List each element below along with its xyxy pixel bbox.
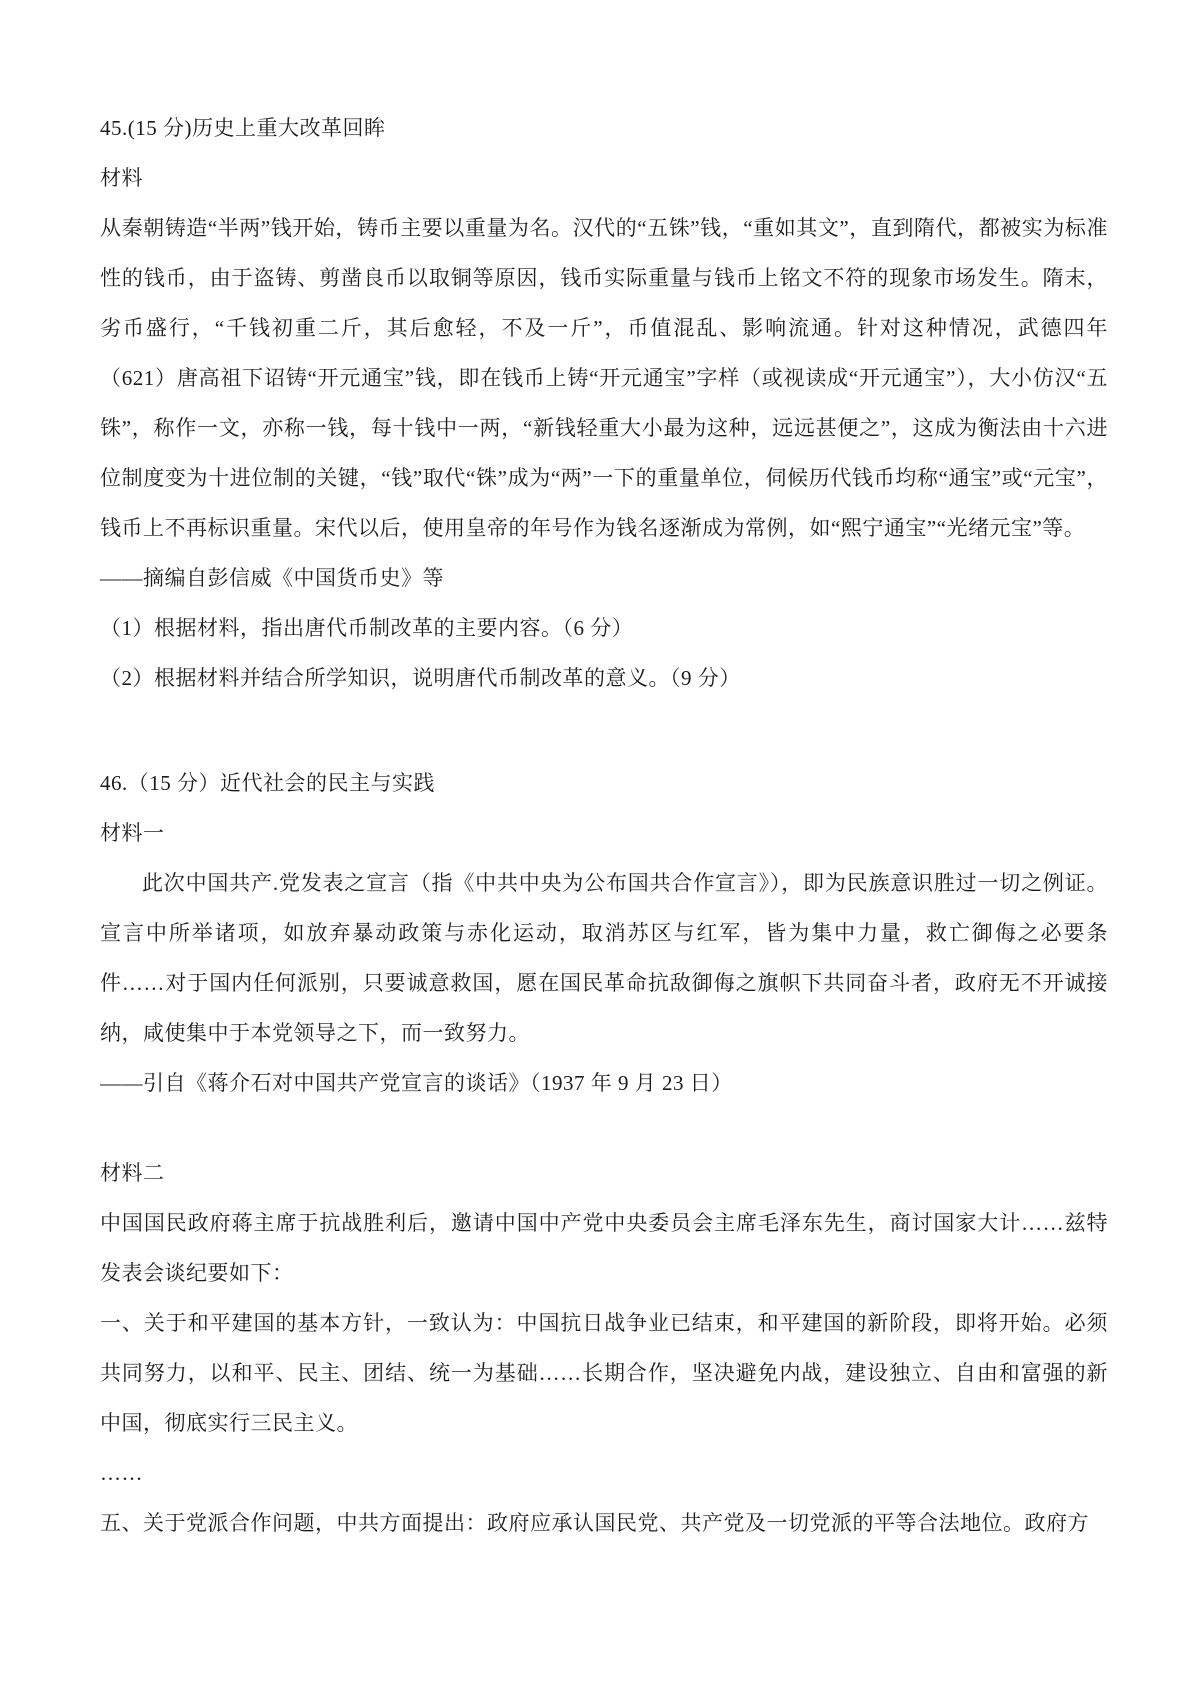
q46-summary-item-5: 五、关于党派合作问题，中共方面提出：政府应承认国民党、共产党及一切党派的平等合法地位。政府方 [100,1511,1089,1535]
q45-subquestion-2: （2）根据材料并结合所学知识，说明唐代币制改革的意义。（9 分） [100,666,741,690]
q46-material-1-text: 此次中国共产.党发表之宣言（指《中共中央为公布国共合作宣言》），即为民族意识胜过一切之例证。宣言中所举诸项，如放弃暴动政策与赤化运动，取消苏区与红军，皆为集中力量，救亡御侮之必要条件……对于国内任何派别，只要诚意救国，愿在国民革命抗敌御侮之旗帜下共同奋斗者，政府无不开诚接纳，咸使集中于本党领导之下，而一致努力。 [100,871,1108,1045]
q46-material-1-label: 材料一 [100,821,165,845]
q45-subquestion-1: （1）根据材料，指出唐代币制改革的主要内容。（6 分） [100,616,634,640]
question-46 [100,758,1108,1548]
q46-material-1-source: ——引自《蒋介石对中国共产党宣言的谈话》（1937 年 9 月 23 日） [100,1071,733,1095]
q46-ellipsis: …… [100,1461,143,1485]
q46-summary-item-1: 一、关于和平建国的基本方针，一致认为：中国抗日战争业已结束，和平建国的新阶段，即将开始。必须共同努力，以和平、民主、团结、统一为基础……长期合作，坚决避免内战，建设独立、自由和富强的新中国，彻底实行三民主义。 [100,1311,1108,1435]
question-46-heading: 46.（15 分）近代社会的民主与实践 [100,771,435,795]
material-gap [100,1108,1108,1148]
question-45-heading: 45.(15 分)历史上重大改革回眸 [100,116,386,140]
q46-material-2-intro: 中国国民政府蒋主席于抗战胜利后，邀请中国中产党中央委员会主席毛泽东先生，商讨国家大计……兹特发表会谈纪要如下： [100,1211,1108,1285]
section-gap [100,703,1108,758]
q45-source-attribution: ——摘编自彭信威《中国货币史》等 [100,566,444,590]
q46-material-2-label: 材料二 [100,1161,165,1185]
question-45 [100,103,1108,703]
q45-material-label: 材料 [100,166,143,190]
q45-material-text: 从秦朝铸造“半两”钱开始，铸币主要以重量为名。汉代的“五铢”钱，“重如其文”，直到隋代，都被实为标准性的钱币，由于盗铸、剪凿良币以取铜等原因，钱币实际重量与钱币上铭文不符的现象市场发生。隋末，劣币盛行，“千钱初重二斤，其后愈轻，不及一斤”，币值混乱、影响流通。针对这种情况，武德四年（621）唐高祖下诏铸“开元通宝”钱，即在钱币上铸“开元通宝”字样（或视读成“开元通宝”），大小仿汉“五铢”，称作一文，亦称一钱，每十钱中一两，“新钱轻重大小最为这种，远远甚便之”，这成为衡法由十六进位制度变为十进位制的关键，“钱”取代“铢”成为“两”一下的重量单位，伺候历代钱币均称“通宝”或“元宝”，钱币上不再标识重量。宋代以后，使用皇帝的年号作为钱名逐渐成为常例，如“熙宁通宝”“光绪元宝”等。 [100,216,1108,540]
